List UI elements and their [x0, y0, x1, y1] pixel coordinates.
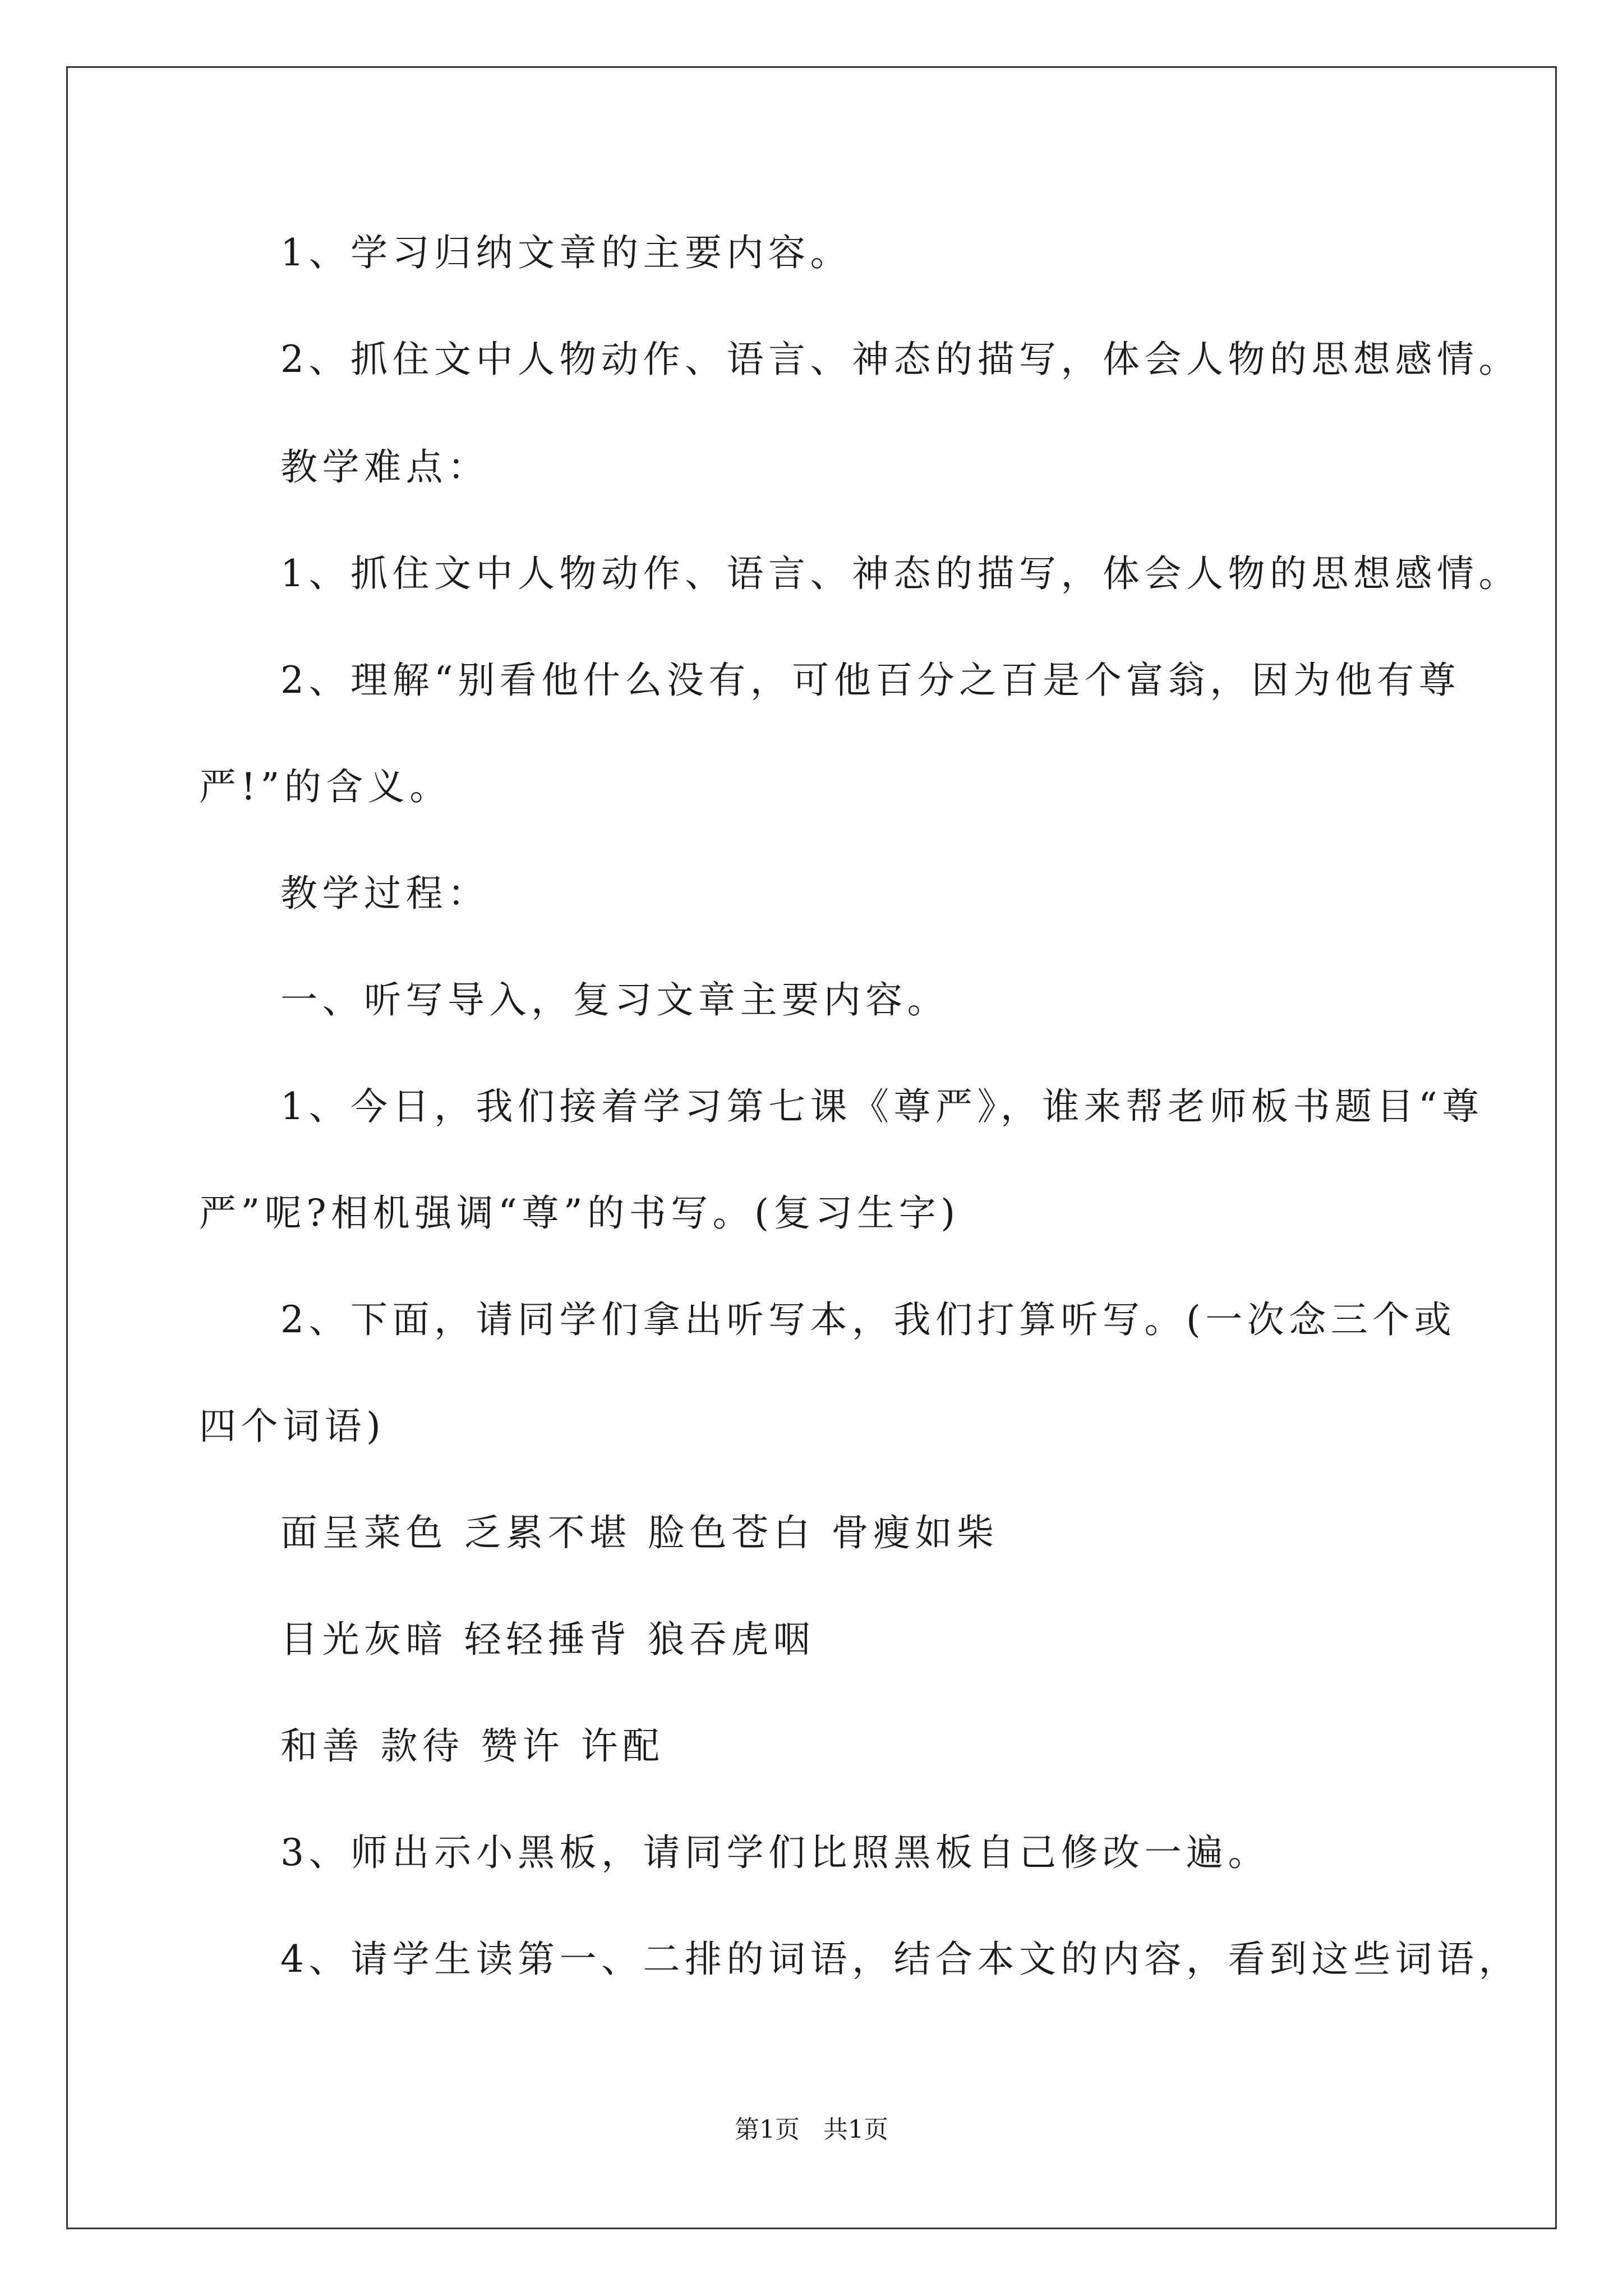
- text-line: 1、学习归纳文章的主要内容。: [280, 231, 852, 274]
- text-line: 2、抓住文中人物动作、语言、神态的描写，体会人物的思想感情。: [280, 338, 1520, 381]
- page-border: [66, 66, 1557, 2229]
- text-line: 严”呢?相机强调“尊”的书写。(复习生字): [199, 1191, 960, 1235]
- word-list-line: 目光灰暗 轻轻捶背 狼吞虎咽: [280, 1618, 815, 1661]
- text-line: 一、听写导入，复习文章主要内容。: [280, 978, 949, 1022]
- text-line: 严!”的含义。: [199, 765, 451, 808]
- text-line: 4、请学生读第一、二排的词语，结合本文的内容，看到这些词语，: [280, 1938, 1520, 1981]
- word-list-line: 面呈菜色 乏累不堪 脸色苍白 骨瘦如柴: [280, 1511, 999, 1554]
- text-line: 1、抓住文中人物动作、语言、神态的描写，体会人物的思想感情。: [280, 552, 1520, 595]
- text-line: 1、今日，我们接着学习第七课《尊严》，谁来帮老师板书题目“尊: [280, 1085, 1484, 1128]
- text-line: 3、师出示小黑板，请同学们比照黑板自己修改一遍。: [280, 1831, 1270, 1874]
- section-heading: 教学难点：: [280, 445, 490, 489]
- section-heading: 教学过程：: [280, 872, 490, 915]
- word-list-line: 和善 款待 赞许 许配: [280, 1724, 665, 1768]
- page-footer: 第1页 共1页: [735, 2115, 888, 2144]
- text-line: 四个词语): [199, 1405, 386, 1448]
- text-line: 2、理解“别看他什么没有，可他百分之百是个富翁，因为他有尊: [280, 659, 1461, 702]
- text-line: 2、下面，请同学们拿出听写本，我们打算听写。(一次念三个或: [280, 1298, 1456, 1341]
